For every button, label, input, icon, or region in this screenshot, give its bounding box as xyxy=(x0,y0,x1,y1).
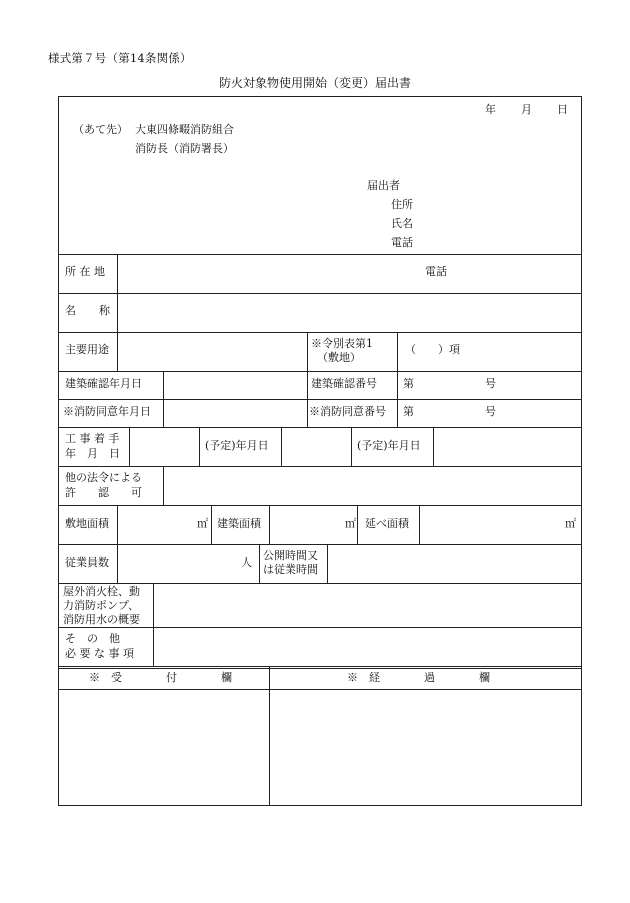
notifier-label: 届出者 xyxy=(367,179,400,192)
total-floor-area-unit: ㎡ xyxy=(565,517,576,530)
page-title: 防火対象物使用開始（変更）届出書 xyxy=(218,76,411,90)
location-label: 所 在 地 xyxy=(65,265,105,278)
notifier-address: 住所 xyxy=(391,198,413,211)
fire-consent-dai: 第 xyxy=(403,405,414,418)
site-area-unit: ㎡ xyxy=(197,517,208,530)
construction-label-2: 年 月 日 xyxy=(65,447,120,460)
form-code: 様式第７号（第14条関係） xyxy=(48,51,192,65)
build-confirm-date-label: 建築確認年月日 xyxy=(65,377,142,390)
reception-column-header: ※ 受 付 欄 xyxy=(89,671,232,684)
name-label-a: 名 xyxy=(65,304,76,317)
build-confirm-go: 号 xyxy=(485,377,496,390)
progress-column-header: ※ 経 過 欄 xyxy=(347,671,490,684)
notifier-phone: 電話 xyxy=(391,236,413,249)
hydrant-label-3: 消防用水の概要 xyxy=(63,613,140,626)
clause-field: （ ）項 xyxy=(405,343,460,356)
build-confirm-number-label: 建築確認番号 xyxy=(311,377,377,390)
construction-planned-end: (予定)年月日 xyxy=(357,439,421,452)
date-day: 日 xyxy=(557,103,568,116)
fire-consent-number-label: ※消防同意番号 xyxy=(309,405,386,418)
location-phone-label: 電話 xyxy=(425,265,447,278)
staff-count-label: 従業員数 xyxy=(65,556,109,569)
form-table xyxy=(58,96,582,806)
appendix-label: ※令別表第1 xyxy=(311,337,373,350)
hours-label-2: は従業時間 xyxy=(263,563,318,576)
hydrant-label-1: 屋外消火栓、動 xyxy=(63,585,140,598)
building-area-label: 建築面積 xyxy=(217,517,261,530)
construction-planned-start: (予定)年月日 xyxy=(205,439,269,452)
building-area-unit: ㎡ xyxy=(345,517,356,530)
staff-count-unit: 人 xyxy=(241,556,252,569)
fire-consent-go: 号 xyxy=(485,405,496,418)
notifier-name: 氏名 xyxy=(391,217,413,230)
addressee-prefix: （あて先） xyxy=(73,123,128,136)
fire-consent-date-label: ※消防同意年月日 xyxy=(63,405,151,418)
other-label-2: 必 要 な 事 項 xyxy=(65,647,134,660)
addressee-chief: 消防長（消防署長） xyxy=(135,142,234,155)
hydrant-label-2: 力消防ポンプ、 xyxy=(63,599,140,612)
date-year: 年 xyxy=(485,103,496,116)
addressee-org: 大東四條畷消防組合 xyxy=(135,123,234,136)
other-law-label-1: 他の法令による xyxy=(65,471,142,484)
name-label-b: 称 xyxy=(99,304,110,317)
construction-label-1: 工 事 着 手 xyxy=(65,432,120,445)
build-confirm-dai: 第 xyxy=(403,377,414,390)
other-law-label-2: 許 認 可 xyxy=(65,486,142,499)
date-month: 月 xyxy=(521,103,532,116)
hours-label-1: 公開時間又 xyxy=(263,549,318,562)
total-floor-area-label: 延べ面積 xyxy=(365,517,409,530)
appendix-site-label: （敷地） xyxy=(317,351,361,364)
main-use-label: 主要用途 xyxy=(65,343,109,356)
site-area-label: 敷地面積 xyxy=(65,517,109,530)
other-label-1: そ の 他 xyxy=(65,632,120,645)
